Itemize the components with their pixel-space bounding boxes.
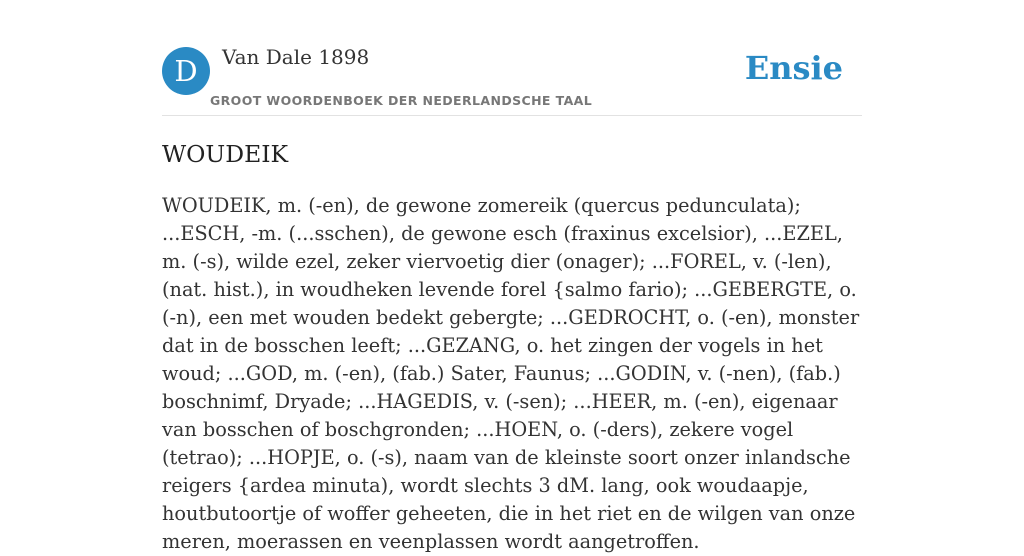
entry-definition: WOUDEIK, m. (-en), de gewone zomereik (quercus pedunculata); ...ESCH, -m. (...sschen), de gewone esch (fraxinus excelsior), ...EZEL, m. (-s), wilde ezel, zeker viervoetig dier (onager); ...FOREL, v. (-len), (nat. hist.), in woudheken levende forel {salmo fario); ...GEBERGTE, o. (-n), een met wouden bedekt gebergte; ...GEDROCHT, o. (-en), monster dat in de bosschen leeft; ...GEZANG, o. het zingen der vogels in het woud; ...GOD, m. (-en), (fab.) Sater, Faunus; ...GODIN, v. (-nen), (fab.) boschnimf, Dryade; ...HAGEDIS, v. (-sen); ...HEER, m. (-en), eigenaar van bosschen of boschgronden; ...HOEN, o. (-ders), zekere vogel (tetrao); ...HOPJE, o. (-s), naam van de kleinste soort onzer inlandsche reigers {ardea minuta), wordt slechts 3 dM. lang, ook woudaapje, houtbutoortje of woffer geheeten, die in het riet en de wilgen van onze meren, moerassen en veenplassen wordt aangetroffen.: [162, 194, 860, 553]
dictionary-subtitle: GROOT WOORDENBOEK DER NEDERLANDSCHE TAAL: [210, 93, 593, 108]
entry-headword: WOUDEIK: [162, 140, 289, 168]
dictionary-title[interactable]: Van Dale 1898: [222, 45, 370, 69]
page: [162, 0, 862, 553]
brand-logo-link[interactable]: Ensie: [744, 49, 843, 87]
dictionary-logo-icon[interactable]: D: [162, 47, 210, 95]
dictionary-header: [162, 0, 862, 116]
